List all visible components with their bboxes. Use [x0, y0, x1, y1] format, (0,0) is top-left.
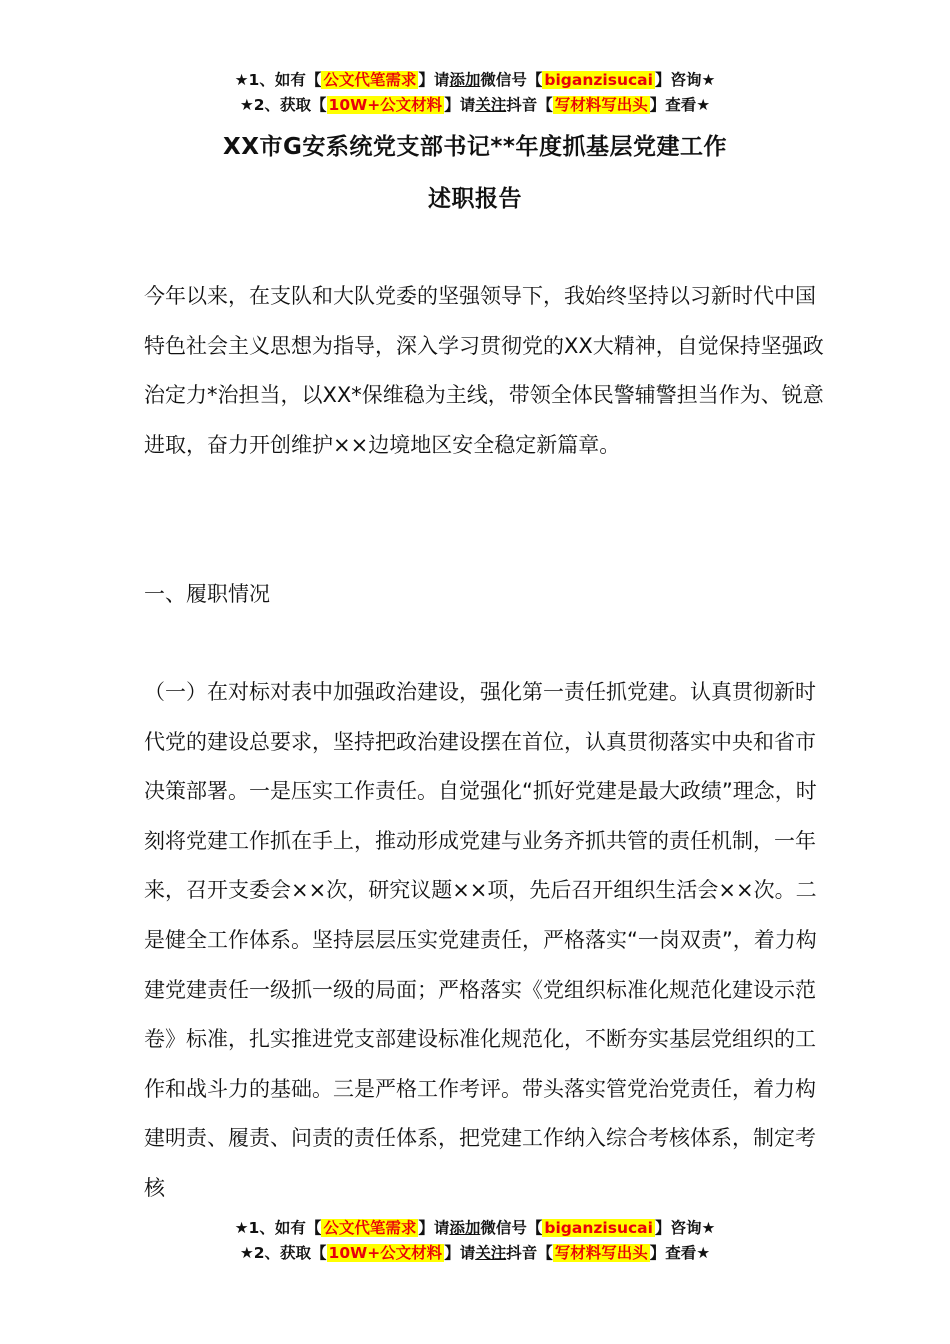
highlight-text: 写材料写出头: [554, 1244, 648, 1262]
highlight-text: 10W+公文材料: [328, 96, 443, 114]
promo-line-2: ★2、获取【 10W+公文材料 】请关注抖音【 写材料写出头 】查看★: [239, 1244, 711, 1262]
highlight-text: biganzisucai: [544, 1219, 653, 1237]
promo-line-1: ★1、如有【 公文代笔需求 】请添加微信号【 biganzisucai 】咨询★: [234, 1219, 716, 1237]
document-subtitle: 述职报告: [428, 186, 522, 212]
highlight-text: 公文代笔需求: [323, 71, 417, 89]
section-heading: 一、履职情况: [144, 582, 270, 606]
promo-line-2: ★2、获取【 10W+公文材料 】请关注抖音【 写材料写出头 】查看★: [239, 96, 711, 114]
intro-paragraph: 今年以来，在支队和大队党委的坚强领导下，我始终坚持以习新时代中国特色社会主义思想为指导，深入学习贯彻党的XX大精神，自觉保持坚强政治定力*治担当，以XX*保维稳为主线，带领全体民警辅警担当作为、锐意进取，奋力开创维护××边境地区安全稳定新篇章。: [144, 284, 824, 457]
highlight-text: 公文代笔需求: [323, 1219, 417, 1237]
highlight-text: biganzisucai: [544, 71, 653, 89]
highlight-text: 写材料写出头: [554, 96, 648, 114]
promo-banner-bottom: [0, 1216, 950, 1266]
highlight-text: 10W+公文材料: [328, 1244, 443, 1262]
promo-banner-top: [0, 68, 950, 118]
section-paragraph: （一）在对标对表中加强政治建设，强化第一责任抓党建。认真贯彻新时代党的建设总要求，坚持把政治建设摆在首位，认真贯彻落实中央和省市决策部署。一是压实工作责任。自觉强化“抓好党建是最大政绩”理念，时刻将党建工作抓在手上，推动形成党建与业务齐抓共管的责任机制，一年来，召开支委会××次，研究议题××项，先后召开组织生活会××次。二是健全工作体系。坚持层层压实党建责任，严格落实“一岗双责”，着力构建党建责任一级抓一级的局面；严格落实《党组织标准化规范化建设示范卷》标准，扎实推进党支部建设标准化规范化，不断夯实基层党组织的工作和战斗力的基础。三是严格工作考评。带头落实管党治党责任，着力构建明责、履责、问责的责任体系，把党建工作纳入综合考核体系，制定考核: [144, 680, 817, 1200]
document-title: XX市G安系统党支部书记**年度抓基层党建工作: [223, 134, 727, 160]
promo-line-1: ★1、如有【 公文代笔需求 】请添加微信号【 biganzisucai 】咨询★: [234, 71, 716, 89]
